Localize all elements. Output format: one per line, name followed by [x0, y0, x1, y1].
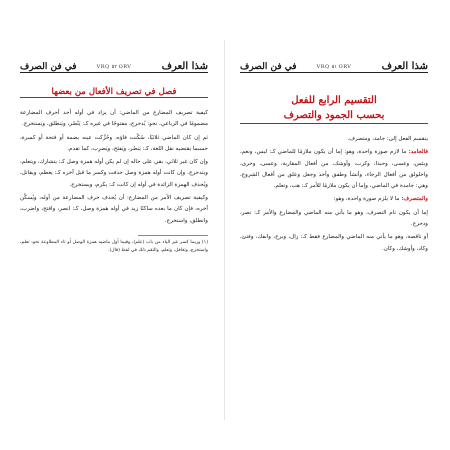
header-section-title: في فن الصرف	[240, 62, 297, 72]
chapter-title-line-2: بحسب الجمود والتصرف	[240, 108, 428, 124]
footnote: (١) وربما كسر غير الياء من باب (علم)، وقيما أول ماضيه همزة الوصل أو تاء المطاوعة نحو: تعلم، واستخرج، وتغافل، وتعلم، والتقم ذلك في لفظ (قال).	[20, 239, 208, 253]
paragraph: وكيفية تصريف الأمر من المضارع: أن يُحذف حرف المضارعة من أوله، ويُسكّن آخره، فإن كان ما بعده ساكنًا زيد في أوله همزة وصل، كـ: انصر، وافتح، واضرب، وانطلق، واستخرج.	[20, 195, 208, 224]
term-label: فالجامد:	[408, 149, 428, 156]
paragraph: إما أن يكون تام التصرف، وهو ما يأتي منه الماضي والمضارع والأمر كـ: نصر، ودحرج.	[240, 209, 428, 228]
section-title: فصل في تصريف الأفعال من بعضها	[20, 87, 208, 98]
running-header	[20, 56, 208, 73]
chapter-title	[240, 93, 428, 124]
header-book-title: شذا العرف	[381, 61, 428, 72]
page-number: VRQ ٥١ ORV	[316, 64, 352, 70]
intro-paragraph: ينقسم الفعل إلى: جامد، ومتصرف.	[347, 136, 428, 142]
term-label: والمتصرف:	[401, 196, 428, 203]
paragraph: كيفية تصريف المضارع من الماضي: أن يزاد في أوله أحد أحرف المضارعة مضمومًا في الرباعي، نحو: يُدحرج، مفتوحًا في غيره كـ: يَنْصُر، ويَنطلق، ويَستخرج.	[20, 110, 208, 128]
paragraph: أو ناقصة، وهو ما يأتي منه الماضي والمضارع فقط كـ: زال، وبرح، وانفك، وفتئ، وكاد، وأوشك، وكان.	[240, 234, 428, 252]
footnote-rule	[138, 235, 208, 236]
jamid-paragraph: فالجامد: ما لازم صورة واحدة، وهو: إما أن يكون ملازمًا للماضي كـ: ليس، ونعم، وبئس، وعسى، وحبذا، وكرب، وأوشك، من أفعال المقاربة، وعسى، وحرى، واخلولق من أفعال الرجاء، وأنشأ وطفق وأخذ وجعل وعلق من أفعال الشروع، وهي: جامدة في الماضي، وإما أن يكون ملازمًا للأمر كـ: هب، وتعلم.	[240, 149, 428, 190]
paragraph: وإن كان غير ثلاثي، بقي على حاله إن لم يكن أوله همزة وصل كـ: يتشارك، ويتعلم، ويتدحرج. وإن كانت أوله همزة وصل حذفت وكسر ما قبل آخره كـ: يعظم، ويقاتل، ويُحذف الهمزة الزائدة في أوله إن كانت كـ: يكرم، ويستخرج.	[20, 159, 208, 188]
page-number: VRQ ٥٢ ORV	[96, 64, 132, 70]
left-page	[20, 56, 208, 396]
mutasarrif-paragraph: والمتصرف: ما لا يلزم صورة واحدة، وهو:	[333, 196, 428, 203]
page-gutter	[224, 40, 225, 420]
header-book-title: شذا العرف	[161, 61, 208, 72]
chapter-title-line-1: التقسيم الرابع للفعل	[291, 95, 377, 106]
running-header	[240, 56, 428, 73]
header-section-title: في فن الصرف	[20, 62, 77, 72]
paragraph: ثم إن كان الماضي ثلاثيًا، سُكّنت فاؤه، وحُرِّكت عينه بضمة أو فتحة أو كسرة، حسبما يقتضيه نقل اللغة، كـ: يَنصُر، ويَفتَح، ويَضرِب، كما تقدم.	[20, 134, 208, 152]
right-page	[240, 56, 428, 396]
